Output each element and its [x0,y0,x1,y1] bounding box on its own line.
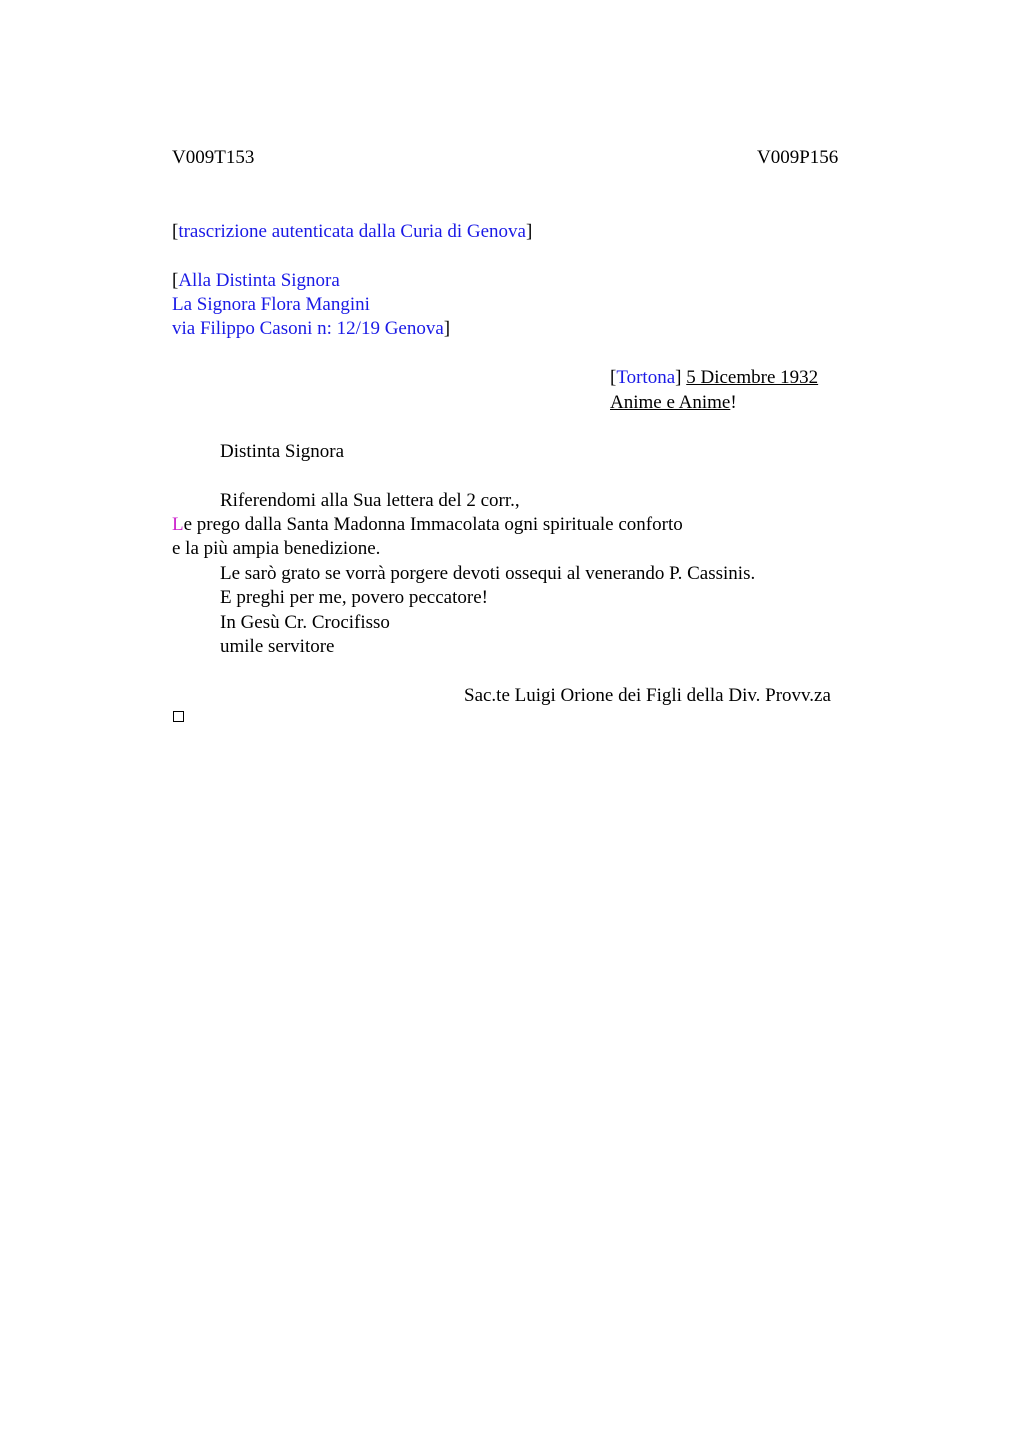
address-line-1 [172,269,340,293]
closing-line: In Gesù Cr. Crocifisso [220,612,390,633]
address-line-2: La Signora Flora Mangini [172,294,370,315]
bracket-close: ] [525,221,533,242]
bracket-close: ] [443,318,451,339]
body-line-rest: e prego dalla Santa Madonna Immacolata ogni spirituale conforto [183,514,683,535]
note-text: trascrizione autenticata dalla Curia di Genova [178,221,526,242]
address-street: via Filippo Casoni n: 12/19 Genova [172,318,444,339]
transcription-note [172,220,532,244]
bracket-open: [ [172,221,179,242]
body-line: Riferendomi alla Sua lettera del 2 corr., [220,490,520,511]
motto-line [610,391,737,415]
bracket-open: [ [610,367,617,388]
bracket-close: ] [675,367,682,388]
place: Tortona [616,367,676,388]
empty-box-icon [173,711,184,722]
bracket-open: [ [172,270,179,291]
motto-exclamation: ! [730,392,737,413]
dateline [610,366,818,390]
document-code-left: V009T153 [172,147,255,168]
body-line: e la più ampia benedizione. [172,538,381,559]
highlighted-initial: L [172,514,184,535]
salutation: Distinta Signora [220,441,345,462]
address-recipient-title: Alla Distinta Signora [178,270,340,291]
signature: Sac.te Luigi Orione dei Figli della Div. Provv.za [464,685,831,706]
motto: Anime e Anime [610,392,731,413]
body-line: E preghi per me, povero peccatore! [220,587,488,608]
body-line [172,513,683,537]
page-code-right: V009P156 [757,147,839,168]
date: 5 Dicembre 1932 [686,367,819,388]
body-line: Le sarò grato se vorrà porgere devoti ossequi al venerando P. Cassinis. [220,563,756,584]
address-line-3 [172,317,450,341]
closing-line: umile servitore [220,636,335,657]
